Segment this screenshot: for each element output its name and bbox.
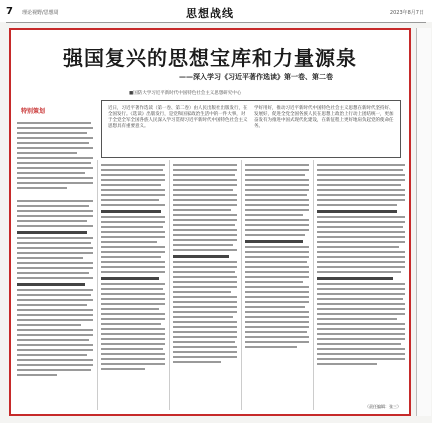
issue-date: 2023年8月7日 bbox=[389, 10, 424, 16]
body-column-1 bbox=[17, 122, 93, 379]
article-frame bbox=[9, 28, 411, 416]
section-label: 理论视野/思想周 bbox=[22, 10, 59, 16]
adjacent-page-strip bbox=[416, 28, 431, 416]
article-subtitle: ——深入学习《习近平著作选读》第一卷、第二卷 bbox=[179, 73, 333, 81]
article-author: ■国防大学习近平新时代中国特色社会主义思想研究中心 bbox=[129, 91, 242, 96]
body-column-2 bbox=[101, 164, 165, 373]
intro-box bbox=[101, 100, 401, 158]
body-column-5 bbox=[317, 164, 405, 368]
article-title: 强国复兴的思想宝库和力量源泉 bbox=[63, 46, 357, 70]
column-title: 思想战线 bbox=[186, 7, 234, 20]
special-feature-badge: 特别策划 bbox=[21, 108, 46, 115]
article-footer-note: （责任编辑：张三） bbox=[365, 404, 401, 409]
header-divider bbox=[6, 22, 426, 23]
body-column-3 bbox=[173, 164, 237, 366]
intro-text-left: 近日，习近平著作选读（第一卷、第二卷）由人民出版社出版发行，在全国发行。《选读》出版发行，是党和国家政治生活中的一件大事，对于全党全军全国各族人民深入学习贯彻习近平新时代中国特色社会主义思想具有重要意义。 bbox=[108, 106, 248, 129]
intro-text-right: 学好用好，推动习近平新时代中国特色社会主义思想在新时代坚持好、发展好，促进全党全国各族人民在思想上政治上行动上团结统一，更加奋发有为推进中国式现代化建设，在新征程上更好地肩负起党的使命任务。 bbox=[254, 106, 394, 129]
page-header bbox=[0, 0, 432, 22]
page-number: 7 bbox=[6, 6, 13, 17]
body-column-4 bbox=[245, 164, 309, 351]
